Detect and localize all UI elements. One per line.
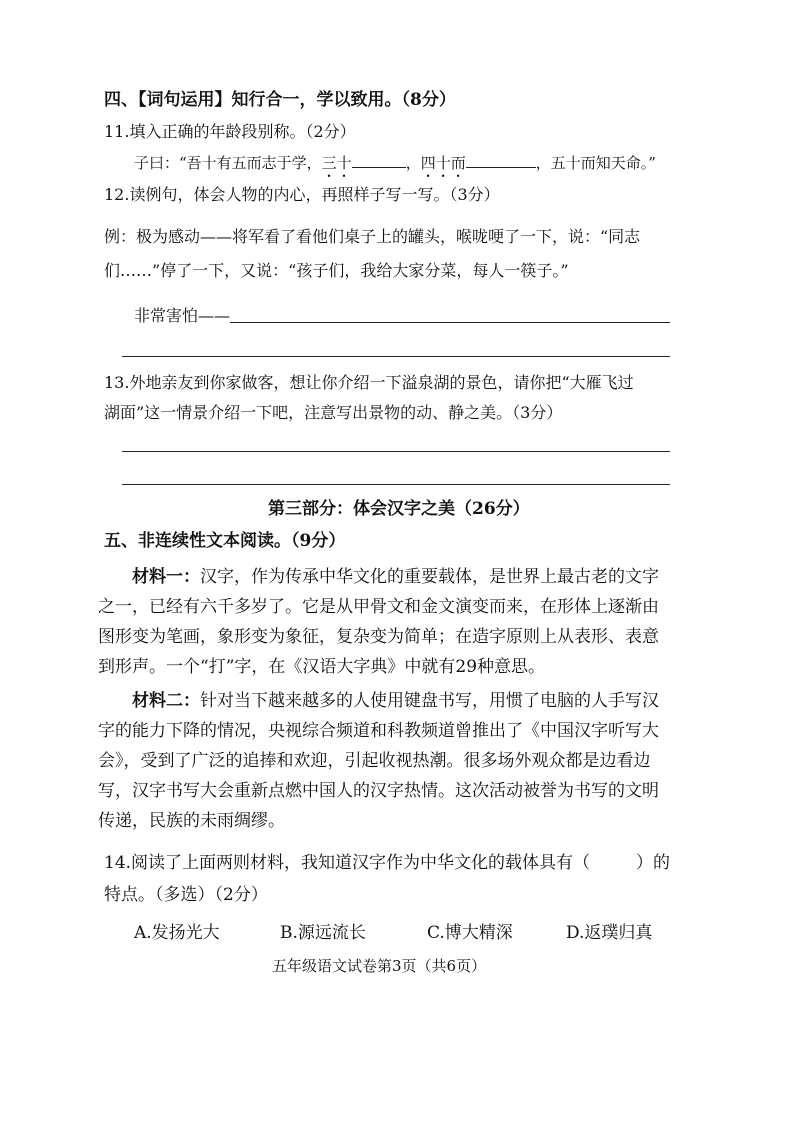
q14-option-b[interactable]: B.源远流长 [280,923,366,943]
q14-line1-a: 14.阅读了上面两则材料，我知道汉字作为中华文化的载体具有（ [104,853,591,873]
material-two [98,686,678,836]
material-one-line3: 图形变为笔画，象形变为象征，复杂变为简单；在造字原则上从表形、表意 [98,627,659,647]
q12-answer-line-2[interactable] [122,356,670,357]
q11-quote-part-d: 四十而 [420,154,466,172]
material-two-line4: 写，汉字书写大会重新点燃中国人的汉字热情。这次活动被誉为书写的文明 [98,781,659,801]
material-one-line4: 到形声。一个“打”字，在《汉语大字典》中就有29种意思。 [98,657,546,677]
q14-line1 [104,852,670,874]
q13-line2: 湖面”这一情景介绍一下吧，注意写出景物的动、静之美。（3分） [104,403,563,422]
section5-title: 五、非连续性文本阅读。（9分） [104,531,346,551]
material-one [98,562,678,682]
q11-blank-2[interactable] [466,153,536,168]
q11-blank-1[interactable] [352,153,406,168]
q12-example-line1: 例：极为感动——将军看了看他们桌子上的罐头，喉咙哽了一下，说：“同志 [104,227,641,246]
q11-quote-part-c: ， [405,154,421,172]
material-two-line3: 会》，受到了广泛的追捧和欢迎，引起收视热潮。很多场外观众都是边看边 [98,751,651,771]
material-one-line1 [98,562,678,592]
material-two-label: 材料二： [132,691,200,711]
material-one-label: 材料一： [132,567,200,587]
q11-quote-part-b: 三十 [321,154,352,172]
material-one-line1-text: 汉字，作为传承中华文化的重要载体，是世界上最古老的文字 [200,567,659,587]
q12-example-line2: 们……”停了一下，又说：“孩子们，我给大家分菜，每人一筷子。” [104,261,569,280]
q11-stem: 11.填入正确的年龄段别称。（2分） [104,122,356,141]
material-two-line2: 字的能力下降的情况，央视综合频道和科教频道曾推出了《中国汉字听写大 [98,721,659,741]
material-one-line2: 之一，已经有六千多岁了。它是从甲骨文和金文演变而来，在形体上逐渐由 [98,597,659,617]
q13-answer-line-1[interactable] [122,451,670,452]
page-footer: 五年级语文试卷第3页（共6页） [272,957,487,975]
section4-title: 四、【词句运用】知行合一，学以致用。（8分） [104,90,456,110]
q14-line2: 特点。（多选）（2分） [104,885,268,905]
q14-option-c[interactable]: C.博大精深 [427,923,513,943]
q12-answer-line-1[interactable] [230,322,670,323]
q14-option-d[interactable]: D.返璞归真 [566,923,653,943]
q14-option-a[interactable]: A.发扬光大 [134,923,220,943]
q12-stem: 12.读例句，体会人物的内心，再照样子写一写。（3分） [104,185,500,204]
q11-quote-part-e: ，五十而知天命。” [535,154,656,172]
q11-quote [134,152,656,181]
q11-quote-part-a: 子曰：“吾十有五而志于学， [134,154,322,172]
material-two-line1-text: 针对当下越来越多的人使用键盘书写，用惯了电脑的人手写汉 [200,691,659,711]
material-two-line5: 传递，民族的未雨绸缪。 [98,811,285,831]
q14-line1-b: ）的 [636,853,671,873]
q12-prompt: 非常害怕—— [134,306,231,325]
q13-line1: 13.外地亲友到你家做客，想让你介绍一下溢泉湖的景色，请你把“大雁飞过 [104,373,634,392]
part3-title: 第三部分：体会汉字之美（26分） [268,499,530,519]
material-two-line1 [98,686,678,716]
q13-answer-line-2[interactable] [122,484,670,485]
